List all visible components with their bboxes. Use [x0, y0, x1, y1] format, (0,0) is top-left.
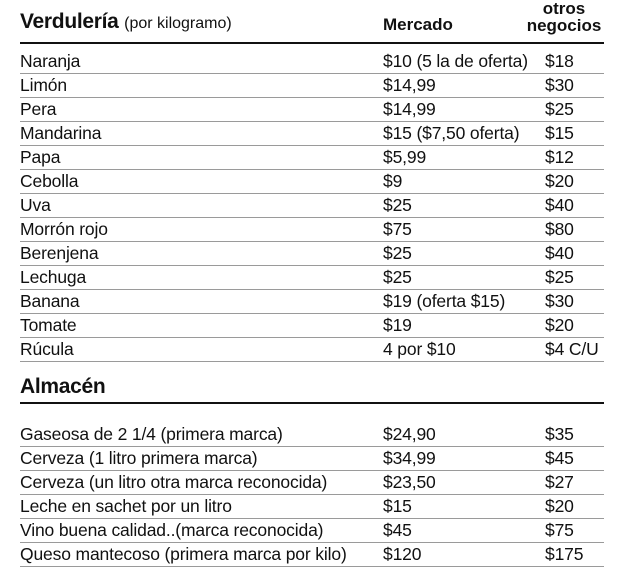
- otros-price: $15: [545, 123, 574, 143]
- mercado-price: $34,99: [383, 448, 436, 468]
- column-header-otros-line2: negocios: [526, 16, 602, 35]
- otros-price: $40: [545, 243, 574, 263]
- mercado-price: $14,99: [383, 99, 436, 119]
- mercado-price: $5,99: [383, 147, 427, 167]
- mercado-price: 4 por $10: [383, 339, 456, 359]
- table-row: [20, 146, 604, 170]
- item-name: Rúcula: [20, 339, 74, 359]
- otros-price: $75: [545, 520, 574, 540]
- item-name: Limón: [20, 75, 67, 95]
- otros-price: $30: [545, 75, 574, 95]
- otros-price: $12: [545, 147, 574, 167]
- otros-price: $25: [545, 267, 574, 287]
- table-row: [20, 471, 604, 495]
- otros-price: $18: [545, 51, 574, 71]
- table-row: [20, 519, 604, 543]
- item-name: Berenjena: [20, 243, 99, 263]
- table-row: [20, 290, 604, 314]
- item-name: Vino buena calidad..(marca reconocida): [20, 520, 324, 540]
- otros-price: $30: [545, 291, 574, 311]
- mercado-price: $9: [383, 171, 403, 191]
- mercado-price: $25: [383, 195, 412, 215]
- otros-price: $25: [545, 99, 574, 119]
- item-name: Cerveza (un litro otra marca reconocida): [20, 472, 328, 492]
- item-name: Mandarina: [20, 123, 102, 143]
- almacen-title: Almacén: [20, 375, 106, 398]
- item-name: Queso mantecoso (primera marca por kilo): [20, 544, 347, 564]
- verduleria-title: [20, 10, 232, 34]
- table-row: [20, 98, 604, 122]
- mercado-price: $25: [383, 267, 412, 287]
- mercado-price: $24,90: [383, 424, 436, 444]
- mercado-price: $75: [383, 219, 412, 239]
- table-row: [20, 266, 604, 290]
- otros-price: $45: [545, 448, 574, 468]
- table-row: [20, 50, 604, 74]
- mercado-price: $10 (5 la de oferta): [383, 51, 528, 71]
- mercado-price: $19: [383, 315, 412, 335]
- verduleria-title-text: Verdulería: [20, 10, 119, 33]
- table-row: [20, 242, 604, 266]
- otros-price: $175: [545, 544, 584, 564]
- otros-price: $40: [545, 195, 574, 215]
- table-row: [20, 194, 604, 218]
- verduleria-subtitle: (por kilogramo): [124, 15, 232, 32]
- otros-price: $35: [545, 424, 574, 444]
- otros-price: $20: [545, 315, 574, 335]
- table-row: [20, 543, 604, 567]
- column-header-otros-negocios: [522, 0, 606, 34]
- verduleria-header-rule: [20, 42, 604, 44]
- otros-price: $4 C/U: [545, 339, 599, 359]
- almacen-table: [20, 423, 604, 567]
- item-name: Morrón rojo: [20, 219, 108, 239]
- otros-price: $20: [545, 171, 574, 191]
- table-row: [20, 122, 604, 146]
- table-row: [20, 423, 604, 447]
- table-row: [20, 74, 604, 98]
- item-name: Leche en sachet por un litro: [20, 496, 232, 516]
- item-name: Lechuga: [20, 267, 87, 287]
- mercado-price: $25: [383, 243, 412, 263]
- mercado-price: $14,99: [383, 75, 436, 95]
- mercado-price: $45: [383, 520, 412, 540]
- table-row: [20, 447, 604, 471]
- table-row: [20, 314, 604, 338]
- otros-price: $20: [545, 496, 574, 516]
- column-header-mercado: Mercado: [383, 15, 453, 34]
- item-name: Banana: [20, 291, 80, 311]
- item-name: Gaseosa de 2 1/4 (primera marca): [20, 424, 283, 444]
- almacen-header-rule: [20, 402, 604, 404]
- mercado-price: $15 ($7,50 oferta): [383, 123, 520, 143]
- table-row: [20, 170, 604, 194]
- mercado-price: $15: [383, 496, 412, 516]
- otros-price: $27: [545, 472, 574, 492]
- item-name: Uva: [20, 195, 51, 215]
- item-name: Papa: [20, 147, 61, 167]
- item-name: Cebolla: [20, 171, 79, 191]
- otros-price: $80: [545, 219, 574, 239]
- item-name: Naranja: [20, 51, 81, 71]
- item-name: Cerveza (1 litro primera marca): [20, 448, 258, 468]
- mercado-price: $120: [383, 544, 422, 564]
- table-row: [20, 338, 604, 362]
- mercado-price: $23,50: [383, 472, 436, 492]
- mercado-price: $19 (oferta $15): [383, 291, 506, 311]
- verduleria-table: [20, 50, 604, 362]
- table-row: [20, 218, 604, 242]
- table-row: [20, 495, 604, 519]
- item-name: Tomate: [20, 315, 77, 335]
- item-name: Pera: [20, 99, 57, 119]
- column-header-otros-line1: otros: [542, 0, 586, 18]
